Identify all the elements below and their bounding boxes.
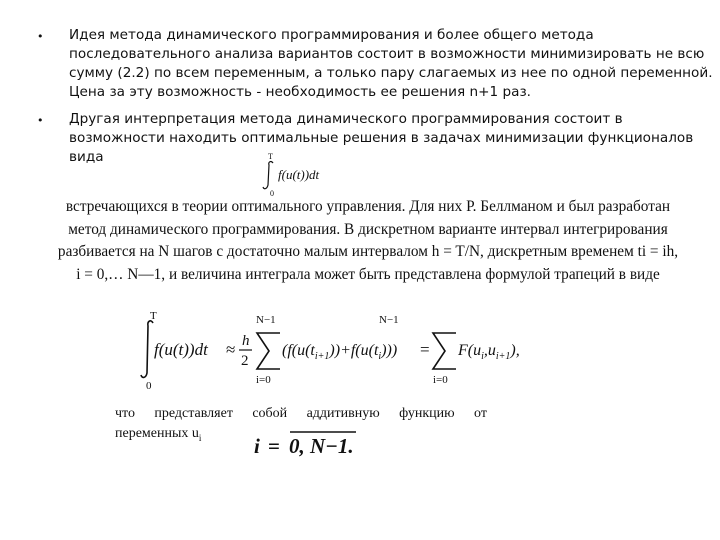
sum-lower-limit: i=0 bbox=[433, 374, 448, 386]
closing-word: от bbox=[474, 406, 487, 421]
bullet-text-1 bbox=[69, 26, 713, 102]
index-range-formula bbox=[252, 426, 382, 462]
bullet-line: Другая интерпретация метода динамического программирования состоит в bbox=[69, 111, 623, 127]
sum-sign bbox=[257, 333, 280, 369]
integral-sign bbox=[141, 321, 153, 378]
bullet-line: Идея метода динамического программирования и более общего метода bbox=[69, 27, 594, 43]
sum-term: $(f(u(t_{i+1}))+f(u(t_i)))$ bbox=[282, 342, 398, 362]
fraction-denominator: 2 bbox=[241, 353, 249, 369]
paragraph-line: i = 0,… N—1, и величина интеграла может быть представлена формулой трапеций в виде bbox=[76, 265, 660, 283]
equals-sign: = bbox=[420, 340, 430, 359]
fraction-numerator: h bbox=[242, 333, 250, 349]
index-symbol: i bbox=[254, 434, 260, 458]
int-lower-limit: 0 bbox=[146, 380, 152, 392]
trapezoid-formula bbox=[138, 305, 520, 395]
paragraph-line: метод динамического программирования. В дискретном варианте интервал интегрирования bbox=[68, 220, 668, 238]
int-lower-limit: 0 bbox=[270, 189, 274, 198]
closing-word: представляет bbox=[154, 406, 233, 421]
functional-body: f(u(t))dt bbox=[278, 167, 320, 182]
functional-formula bbox=[258, 147, 358, 197]
closing-word: что bbox=[115, 406, 135, 421]
closing-word: функцию bbox=[399, 406, 455, 421]
bullet-line: вида bbox=[69, 149, 104, 165]
closing-word: собой bbox=[252, 406, 288, 421]
integrand: f(u(t))dt bbox=[154, 340, 208, 359]
int-upper-limit: T bbox=[268, 152, 273, 161]
index-equals: = bbox=[268, 434, 280, 458]
bullet-line: сумму (2.2) по всем переменным, а только пару слагаемых из нее по одной переменной. bbox=[69, 65, 713, 81]
bullet-line: Цена за эту возможность - необходимость ее решения n+1 раз. bbox=[69, 84, 532, 100]
bullet-line: последовательного анализа вариантов состоит в возможности минимизировать не всю bbox=[69, 46, 705, 62]
int-upper-limit: T bbox=[150, 310, 157, 322]
bullet-line: возможности находить оптимальные решения в задачах минимизации функционалов bbox=[69, 130, 694, 146]
closing-line-1 bbox=[115, 404, 487, 424]
bullet-text-2 bbox=[69, 110, 697, 167]
approx-sign: ≈ bbox=[226, 340, 236, 359]
sum-upper-limit: N−1 bbox=[256, 314, 276, 326]
sum-lower-limit: i=0 bbox=[256, 374, 271, 386]
sum-upper-limit: N−1 bbox=[379, 314, 399, 326]
integral-sign bbox=[263, 162, 273, 189]
rhs-function: $F(u_i,u_{i+1})$, bbox=[458, 342, 520, 362]
paragraph bbox=[38, 196, 698, 286]
closing-word: аддитивную bbox=[306, 406, 380, 421]
closing-line-2: переменных $u_i$ bbox=[115, 426, 202, 443]
paragraph-line: разбивается на N шагов с достаточно малым интервалом h = T/N, дискретным временем ti = ih, bbox=[57, 243, 679, 260]
bullet-marker: • bbox=[37, 30, 44, 43]
bullet-marker: • bbox=[37, 114, 44, 127]
index-range: 0, N−1. bbox=[289, 434, 354, 458]
sum-sign bbox=[433, 333, 456, 369]
paragraph-line: встречающихся в теории оптимального управления. Для них Р. Беллманом и был разработан bbox=[65, 198, 671, 215]
